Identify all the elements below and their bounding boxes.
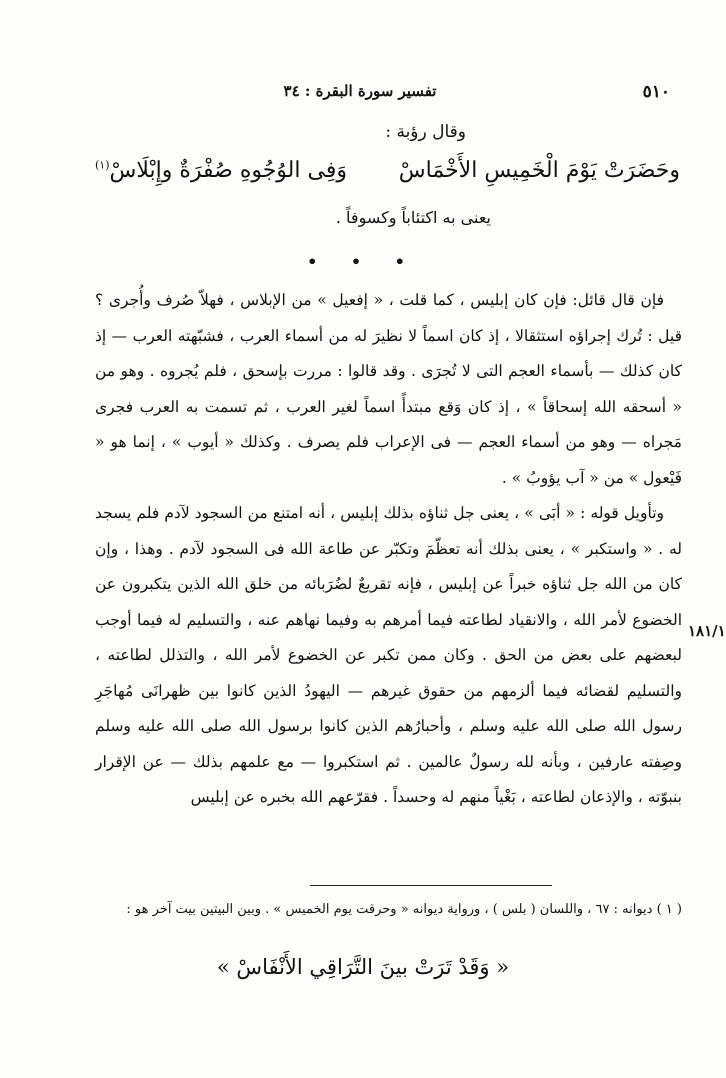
poetry-verse <box>95 158 680 198</box>
page-header <box>60 82 670 106</box>
verse-hemistich-1: وحَضَرَتْ يَوْمَ الْخَمِيسِ الأَخْمَاسْ <box>398 158 680 183</box>
paragraph: فإن قال قائل: فإن كان إبليس ، كما قلت ، « إفعيل » من الإبلاس ، فهلاّ صُرف وأُجرى ؟ قيل : تُرك إجراؤه استثقالا ، إذ كان اسماً لا نظيرَ له من أسماء العرب ، فشبّهته العرب — إذ كان كذلك — بأسماء العجم التى لا تُجرَى . وقد قالوا : مررت بإسحق ، فلم يُجروه . وهو من « أسحقه الله إسحاقاً » ، إذ كان وَقع مبتدأً اسماً لغير العرب ، ثم تسمت به العرب فجرى مَجراه — وهو من أسماء العجم — فى الإعراب فلم يصرف . وكذلك « أيوب » ، إنما هو « فَيْعول » من « آب يؤوبُ » . <box>95 291 682 487</box>
verse-intro: وقال رؤبة : <box>385 122 466 142</box>
margin-reference: ١٨١/١ <box>688 622 726 640</box>
verse-hemistich-2: وَفِى الوُجُوهِ صُفْرَةٌ وإِبْلَاسْ$^{(١)}$ <box>95 158 347 183</box>
running-title: تفسير سورة البقرة : ٣٤ <box>283 82 437 100</box>
paragraph: وتأويل قوله : « أبَى » ، يعنى جل ثناؤه بذلك إبليس ، أنه امتنع من السجود لآدم فلم يسجد له . « واستكبر » ، يعنى بذلك أنه تعظّمَ وتكبّر عن طاعة الله فى السجود لآدم . وهذا ، وإن كان من الله جل ثناؤه خبراً عن إبليس ، فإنه تقريعٌ لضُرَبائه من خلق الله الذين يتكبرون عن الخضوع لأمر الله ، والانقياد لطاعته فيما أمرهم به وفيما نهاهم عنه ، والتسليم له فيما أوجب لبعضهم على بعض من الحق . وكان ممن تكبر عن الخضوع لأمر الله ، والتذلل لطاعته ، والتسليم لقضائه فيما ألزمهم من حقوق غيرهم — اليهودُ الذين كانوا بين ظهرانَى مُهاجَرِ رسول الله صلى الله عليه وسلم ، وأحبارُهم الذين كانوا برسول الله صلى الله عليه وسلم وصِفته عارفين ، وبأنه لله رسولٌ عالمين . ثم استكبروا — مع علمهم بذلك — عن الإقرار بنبوّته ، والإذعان لطاعته ، بَغْياً منهم له وحسداً . فقرّعهم الله بخبره عن إبليس <box>95 504 682 806</box>
body-text <box>95 283 682 816</box>
footnote-divider <box>310 885 552 886</box>
page-number: ٥١٠ <box>642 82 670 102</box>
verse-explanation: يعنى به اكتئاباً وكسوفاً . <box>335 208 491 227</box>
section-separator: • • • <box>307 252 419 271</box>
footnote: ( ١ ) ديوانه : ٦٧ ، واللسان ( بلس ) ، ورواية ديوانه « وحرقت يوم الخميس » . وبين البيتين بيت آخر هو : <box>126 902 682 917</box>
footnote-verse: « وَقَدْ تَرَتْ بينَ التَّرَاقِي الأَنْفَاسْ » <box>216 955 510 979</box>
footnote-marker: (١) <box>95 158 110 172</box>
